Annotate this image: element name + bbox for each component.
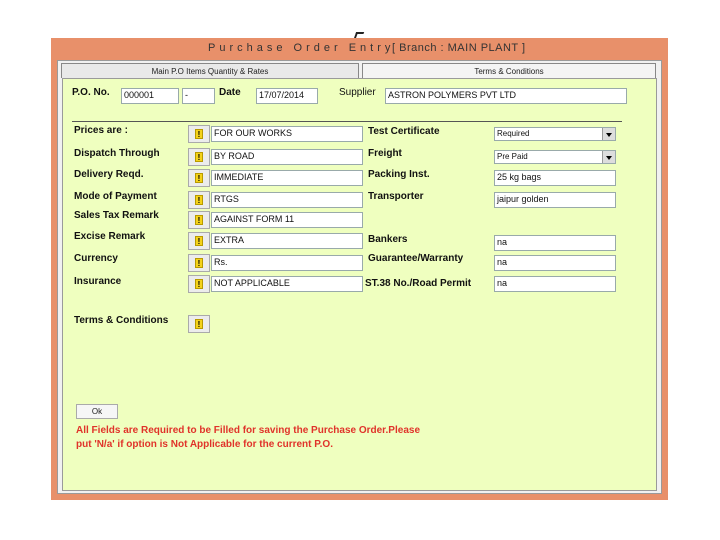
packing-label: Packing Inst. xyxy=(368,169,430,180)
salestax-field[interactable]: AGAINST FORM 11 xyxy=(211,212,363,228)
testcert-select[interactable] xyxy=(494,127,616,141)
form-panel xyxy=(57,60,662,494)
payment-field[interactable]: RTGS xyxy=(211,192,363,208)
bankers-label: Bankers xyxy=(368,234,408,245)
terms-content xyxy=(62,78,657,491)
salestax-label: Sales Tax Remark xyxy=(74,210,159,221)
date-label: Date xyxy=(219,87,241,98)
delivery-label: Delivery Reqd. xyxy=(74,169,144,180)
testcert-value: Required xyxy=(497,129,530,138)
currency-field[interactable]: Rs. xyxy=(211,255,363,271)
prices-field[interactable]: FOR OUR WORKS xyxy=(211,126,363,142)
testcert-label: Test Certificate xyxy=(368,126,440,137)
dispatch-lookup-button[interactable] xyxy=(188,148,210,166)
required-fields-warning: All Fields are Required to be Filled for saving the Purchase Order.Please put 'N/a' if option is Not Applicable for the current P.O. xyxy=(76,425,420,450)
header-divider xyxy=(72,121,622,122)
payment-label: Mode of Payment xyxy=(74,191,157,202)
exclamation-icon: ! xyxy=(195,129,203,139)
salestax-lookup-button[interactable] xyxy=(188,211,210,229)
exclamation-icon: ! xyxy=(195,152,203,162)
transporter-field[interactable]: jaipur golden xyxy=(494,192,616,208)
tab-terms-conditions[interactable]: Terms & Conditions xyxy=(362,63,656,78)
supplier-label: Supplier xyxy=(339,87,376,98)
prices-label: Prices are : xyxy=(74,125,128,136)
tab-main-po-items[interactable]: Main P.O Items Quantity & Rates xyxy=(61,63,359,78)
window-title-bar xyxy=(51,38,668,58)
branch-label: [ Branch : MAIN PLANT ] xyxy=(392,42,526,54)
po-number-field[interactable]: 000001 xyxy=(121,88,179,104)
purchase-order-window xyxy=(51,38,668,500)
st38-field[interactable]: na xyxy=(494,276,616,292)
chevron-down-icon[interactable] xyxy=(602,151,615,163)
currency-lookup-button[interactable] xyxy=(188,254,210,272)
insurance-lookup-button[interactable] xyxy=(188,275,210,293)
insurance-label: Insurance xyxy=(74,276,122,287)
bankers-field[interactable]: na xyxy=(494,235,616,251)
supplier-field[interactable]: ASTRON POLYMERS PVT LTD xyxy=(385,88,627,104)
prices-lookup-button[interactable] xyxy=(188,125,210,143)
window-title: Purchase Order Entry xyxy=(208,42,395,54)
terms-lookup-button[interactable] xyxy=(188,315,210,333)
currency-label: Currency xyxy=(74,253,118,264)
guarantee-field[interactable]: na xyxy=(494,255,616,271)
exclamation-icon: ! xyxy=(195,319,203,329)
freight-label: Freight xyxy=(368,148,402,159)
dispatch-label: Dispatch Through xyxy=(74,148,160,159)
po-suffix-field[interactable]: - xyxy=(182,88,215,104)
freight-select[interactable] xyxy=(494,150,616,164)
excise-field[interactable]: EXTRA xyxy=(211,233,363,249)
payment-lookup-button[interactable] xyxy=(188,191,210,209)
terms-label: Terms & Conditions xyxy=(74,315,169,326)
transporter-label: Transporter xyxy=(368,191,424,202)
exclamation-icon: ! xyxy=(195,236,203,246)
chevron-down-icon[interactable] xyxy=(602,128,615,140)
packing-field[interactable]: 25 kg bags xyxy=(494,170,616,186)
insurance-field[interactable]: NOT APPLICABLE xyxy=(211,276,363,292)
exclamation-icon: ! xyxy=(195,258,203,268)
ok-button[interactable]: Ok xyxy=(76,404,118,419)
guarantee-label: Guarantee/Warranty xyxy=(368,253,464,264)
date-field[interactable]: 17/07/2014 xyxy=(256,88,318,104)
exclamation-icon: ! xyxy=(195,215,203,225)
excise-lookup-button[interactable] xyxy=(188,232,210,250)
delivery-lookup-button[interactable] xyxy=(188,169,210,187)
po-no-label: P.O. No. xyxy=(72,87,110,98)
exclamation-icon: ! xyxy=(195,195,203,205)
dispatch-field[interactable]: BY ROAD xyxy=(211,149,363,165)
exclamation-icon: ! xyxy=(195,279,203,289)
delivery-field[interactable]: IMMEDIATE xyxy=(211,170,363,186)
st38-label: ST.38 No./Road Permit xyxy=(365,278,472,289)
exclamation-icon: ! xyxy=(195,173,203,183)
excise-label: Excise Remark xyxy=(74,231,146,242)
freight-value: Pre Paid xyxy=(497,152,528,161)
